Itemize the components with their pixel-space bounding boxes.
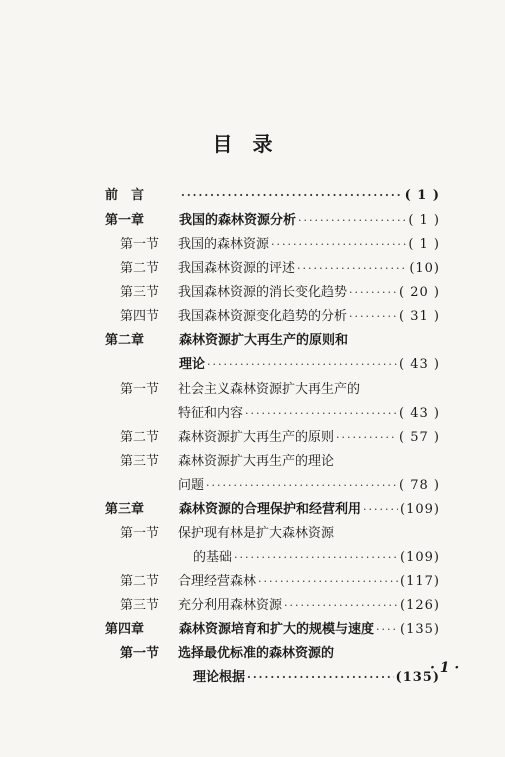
toc-entry-page: ( 57 ) — [399, 430, 440, 445]
toc-entry-title: 合理经营森林 — [178, 574, 257, 589]
toc-entry-preface[interactable] — [105, 186, 440, 206]
toc-entry-chapter[interactable] — [105, 331, 440, 351]
toc-entry-section[interactable] — [120, 428, 440, 448]
toc-entry-label: 第三节 — [120, 285, 160, 300]
toc-entry-title: 保护现有林是扩大森林资源 — [178, 526, 335, 541]
toc-entry-section[interactable] — [120, 596, 440, 616]
toc-entry-label: 第三节 — [120, 454, 160, 469]
toc-entry-section[interactable] — [120, 235, 440, 255]
leader-dots — [258, 572, 398, 592]
leader-dots — [376, 620, 398, 640]
toc-entry-continuation[interactable] — [193, 548, 440, 568]
toc-entry-title: 我国森林资源的评述 — [178, 261, 296, 276]
toc-entry-label: 第三节 — [120, 598, 160, 613]
toc-entry-title: 选择最优标准的森林资源的 — [178, 646, 335, 661]
page-number: · 1 · — [430, 660, 460, 676]
toc-entry-section[interactable] — [120, 644, 440, 664]
toc-entry-section[interactable] — [120, 283, 440, 303]
toc-entry-section[interactable] — [120, 307, 440, 327]
toc-entry-label: 第一节 — [120, 646, 160, 661]
toc-entry-section[interactable] — [120, 452, 440, 472]
leader-dots — [271, 235, 406, 255]
toc-entry-label: 第一节 — [120, 382, 160, 397]
page-title: 目录 — [212, 132, 293, 156]
toc-entry-label: 第二章 — [105, 333, 145, 348]
leader-dots — [349, 307, 397, 327]
toc-entry-label: 第二节 — [120, 430, 160, 445]
toc-entry-page: (135) — [395, 670, 440, 685]
toc-entry-title: 森林资源培育和扩大的规模与速度 — [179, 622, 375, 637]
toc-entry-section[interactable] — [120, 572, 440, 592]
leader-dots — [181, 186, 403, 206]
toc-entry-page: (117) — [400, 574, 440, 589]
leader-dots — [297, 259, 407, 279]
toc-entry-page: ( 1 ) — [408, 213, 440, 228]
toc-entry-page: ( 43 ) — [399, 357, 440, 372]
leader-dots — [284, 596, 398, 616]
leader-dots — [245, 404, 397, 424]
toc-entry-label: 第一章 — [105, 213, 145, 228]
toc-entry-page: (109) — [400, 502, 440, 517]
toc-entry-title: 森林资源的合理保护和经营利用 — [179, 502, 362, 517]
toc-entry-section[interactable] — [120, 259, 440, 279]
toc-entry-title: 的基础 — [193, 550, 233, 565]
leader-dots — [336, 428, 397, 448]
toc-entry-chapter[interactable] — [105, 500, 440, 520]
toc-entry-title: 森林资源扩大再生产的原则和 — [179, 333, 349, 348]
toc-entry-section[interactable] — [120, 380, 440, 400]
leader-dots — [206, 476, 397, 496]
toc-entry-title: 问题 — [178, 478, 205, 493]
toc-entry-title: 特征和内容 — [178, 406, 244, 421]
toc-entry-page: ( 20 ) — [399, 285, 440, 300]
toc-entry-page: ( 43 ) — [399, 406, 440, 421]
toc-entry-title: 我国森林资源的消长变化趋势 — [178, 285, 348, 300]
toc-entry-label: 第一节 — [120, 526, 160, 541]
toc-entry-label: 第四节 — [120, 309, 160, 324]
leader-dots — [349, 283, 397, 303]
toc-entry-title: 理论 — [179, 357, 206, 372]
toc-entry-title: 我国的森林资源分析 — [179, 213, 297, 228]
toc-entry-title: 森林资源扩大再生产的原则 — [178, 430, 335, 445]
toc-entry-title: 我国的森林资源 — [178, 237, 270, 252]
toc-entry-continuation[interactable] — [193, 668, 440, 688]
toc-entry-label: 第四章 — [105, 622, 145, 637]
toc-entry-label: 第一节 — [120, 237, 160, 252]
toc-entry-title: 社会主义森林资源扩大再生产的 — [178, 382, 361, 397]
toc-entry-page: ( 78 ) — [399, 478, 440, 493]
toc-entry-page: ( 1 ) — [408, 237, 440, 252]
toc-entry-page: ( 1 ) — [404, 188, 440, 203]
toc-entry-page: (135) — [400, 622, 440, 637]
toc-entry-section[interactable] — [120, 524, 440, 544]
toc-entry-title: 我国森林资源变化趋势的分析 — [178, 309, 348, 324]
toc-entry-label: 第二节 — [120, 261, 160, 276]
toc-entry-continuation[interactable] — [178, 404, 440, 424]
toc-entry-title: 森林资源扩大再生产的理论 — [178, 454, 335, 469]
toc-entry-chapter[interactable] — [105, 620, 440, 640]
toc-entry-title: 充分利用森林资源 — [178, 598, 283, 613]
toc-entry-chapter[interactable] — [105, 211, 440, 231]
toc-entry-page: ( 31 ) — [399, 309, 440, 324]
toc-entry-continuation[interactable] — [178, 476, 440, 496]
toc-entry-label: 第二节 — [120, 574, 160, 589]
toc-entry-title: 理论根据 — [193, 670, 246, 685]
leader-dots — [363, 500, 398, 520]
toc-entry-page: (109) — [400, 550, 440, 565]
toc-entry-label: 第三章 — [105, 502, 145, 517]
leader-dots — [207, 355, 397, 375]
toc-entry-page: (126) — [400, 598, 440, 613]
leader-dots — [298, 211, 406, 231]
toc-entry-label: 前 言 — [105, 188, 145, 203]
toc-entry-page: (10) — [409, 261, 440, 276]
toc-entry-continuation[interactable] — [179, 355, 440, 375]
leader-dots — [234, 548, 398, 568]
leader-dots — [247, 668, 394, 688]
